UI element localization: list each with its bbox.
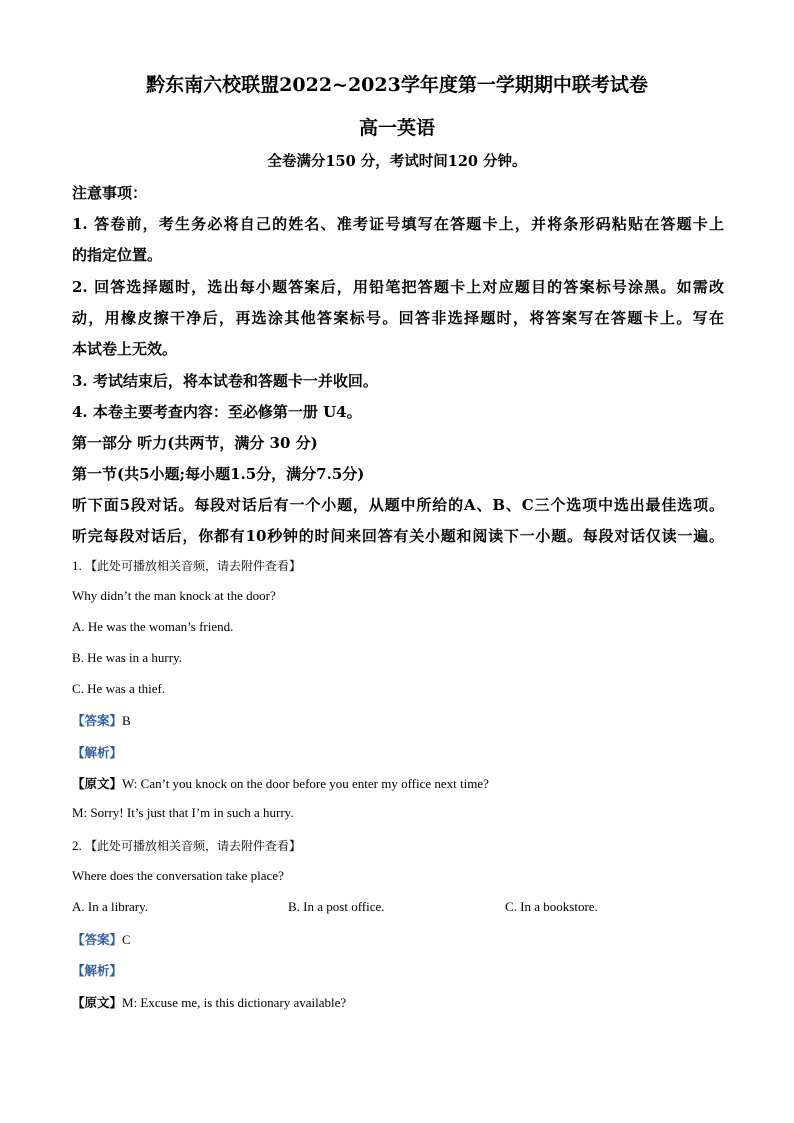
instruction-item-4: 4. 本卷主要考查内容：至必修第一册 U4。	[72, 403, 362, 421]
q2-analysis-line	[72, 961, 122, 979]
q1-number: 1.	[72, 558, 82, 573]
instruction-item-2-line-1: 2. 回答选择题时，选出每小题答案后，用铅笔把答题卡上对应题目的答案标号涂黑。如需改	[72, 278, 724, 296]
q1-original-text-1: W: Can’t you knock on the door before you enter my office next time?	[122, 776, 489, 791]
q2-answer-line	[72, 930, 131, 948]
instructions-heading: 注意事项：	[72, 184, 148, 202]
q2-original-label: 【原文】	[72, 995, 123, 1010]
instruction-item-3: 3. 考试结束后，将本试卷和答题卡一并收回。	[72, 372, 378, 390]
q2-analysis-label: 【解析】	[72, 963, 123, 978]
q1-answer-value: B	[122, 713, 131, 728]
q1-option-c: C. He was a thief.	[72, 681, 166, 696]
q2-answer-value: C	[122, 932, 131, 947]
q2-original-line-1	[72, 993, 346, 1011]
q2-audio-note[interactable]: 【此处可播放相关音频，请去附件查看】	[85, 839, 302, 853]
q2-answer-label: 【答案】	[72, 932, 123, 947]
q1-answer-label: 【答案】	[72, 713, 123, 728]
q2-option-a: A. In a library.	[72, 899, 149, 914]
q1-original-line-1	[72, 774, 489, 792]
q1-option-b: B. He was in a hurry.	[72, 650, 182, 665]
q2-option-b: B. In a post office.	[288, 899, 385, 914]
q1-option-a: A. He was the woman’s friend.	[72, 619, 234, 634]
q1-original-line-2: M: Sorry! It’s just that I’m in such a hurry.	[72, 805, 294, 820]
q2-option-c: C. In a bookstore.	[505, 899, 598, 914]
q2-prompt: Where does the conversation take place?	[72, 868, 284, 883]
section1-heading: 第一节(共5小题;每小题1.5分，满分7.5分)	[72, 465, 365, 483]
listening-directions-line-1: 听下面5段对话。每段对话后有一个小题，从题中所给的A、B、C三个选项中选出最佳选项。	[72, 496, 724, 514]
score-note: 全卷满分150 分，考试时间120 分钟。	[267, 153, 527, 170]
q1-original-label: 【原文】	[72, 776, 123, 791]
q1-audio-note[interactable]: 【此处可播放相关音频，请去附件查看】	[85, 559, 302, 573]
q1-answer-line	[72, 711, 131, 729]
exam-title: 黔东南六校联盟2022~2023学年度第一学期期中联考试卷	[146, 74, 648, 96]
q1-analysis-label: 【解析】	[72, 745, 123, 760]
q1-header	[72, 557, 301, 574]
instruction-item-1-line-1: 1. 答卷前，考生务必将自己的姓名、准考证号填写在答题卡上，并将条形码粘贴在答题卡上	[72, 215, 724, 233]
instruction-item-2-line-2: 动，用橡皮擦干净后，再选涂其他答案标号。回答非选择题时，将答案写在答题卡上。写在	[72, 309, 724, 327]
q1-prompt: Why didn’t the man knock at the door?	[72, 588, 276, 603]
part1-heading: 第一部分 听力(共两节，满分 30 分)	[72, 434, 318, 452]
q2-header	[72, 837, 301, 854]
q2-original-text-1: M: Excuse me, is this dictionary available?	[122, 995, 347, 1010]
instruction-item-2-line-3: 本试卷上无效。	[72, 340, 178, 358]
listening-directions-line-2: 听完每段对话后，你都有10秒钟的时间来回答有关小题和阅读下一小题。每段对话仅读一遍。	[72, 527, 724, 545]
instruction-item-1-line-2: 的指定位置。	[72, 246, 163, 264]
q2-number: 2.	[72, 838, 82, 853]
exam-subtitle: 高一英语	[358, 117, 435, 139]
q1-analysis-line	[72, 743, 122, 761]
